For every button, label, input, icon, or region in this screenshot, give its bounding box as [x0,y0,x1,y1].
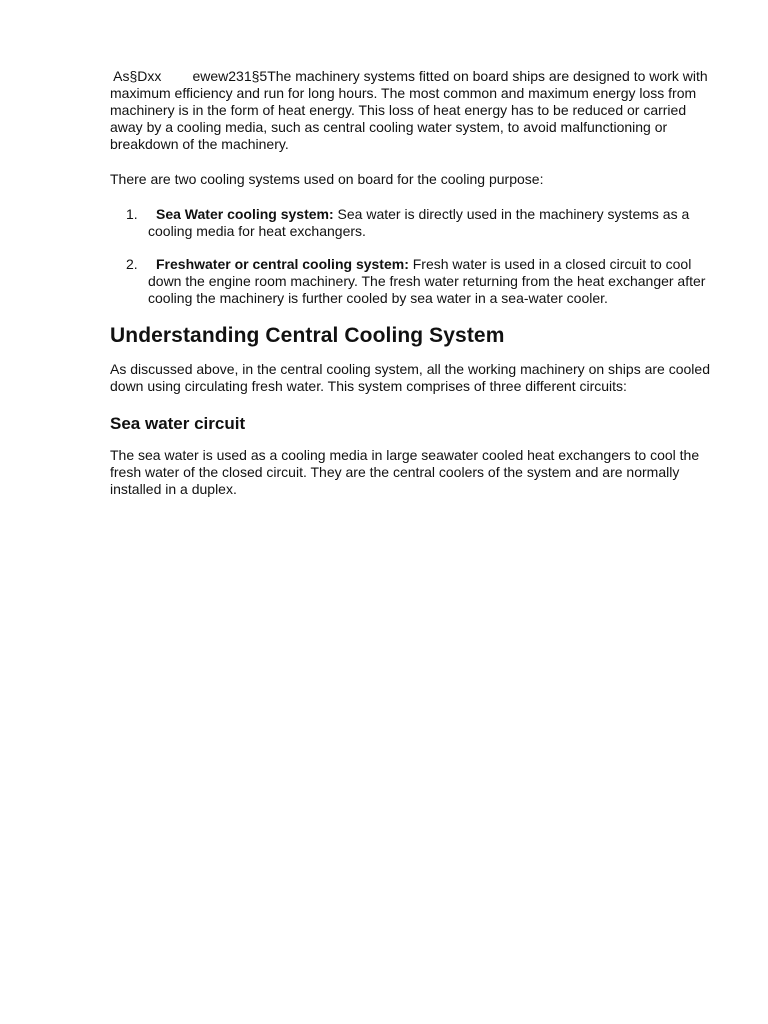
list-number: 2. [126,256,138,272]
list-description: Sea water is directly used in the machinery systems as a cooling media for heat exchangers. [148,206,690,239]
intro-prefix: As§Dxx ewew231§5 [110,68,268,84]
lead-paragraph: There are two cooling systems used on board for the cooling purpose: [110,171,544,187]
list-item [110,256,716,307]
intro-text: The machinery systems fitted on board ships are designed to work with maximum efficiency and run for long hours. The most common and maximum energy loss from machinery is in the form of heat energy. This loss of heat energy has to be reduced or carried away by a cooling media, such as central cooling water system, to avoid malfunctioning or breakdown of the machinery. [110,68,712,152]
list-term: Sea Water cooling system: [156,206,334,222]
list-description: Fresh water is used in a closed circuit to cool down the engine room machinery. The fresh water returning from the heat exchanger after cooling the machinery is further cooled by sea water in a sea-water cooler. [148,256,706,306]
subsection-heading: Sea water circuit [110,414,246,433]
cooling-systems-list [110,206,716,307]
subsection-paragraph: The sea water is used as a cooling media in large seawater cooled heat exchangers to cool the fresh water of the closed circuit. They are the central coolers of the system and are normally installed in a duplex. [110,447,704,497]
intro-paragraph [110,68,716,153]
list-term: Freshwater or central cooling system: [156,256,409,272]
list-number: 1. [126,206,138,222]
section-paragraph: As discussed above, in the central cooling system, all the working machinery on ships are cooled down using circulating fresh water. This system comprises of three different circuits: [110,361,714,394]
list-item [110,206,716,240]
section-heading: Understanding Central Cooling System [110,324,505,347]
document-page [110,68,716,516]
